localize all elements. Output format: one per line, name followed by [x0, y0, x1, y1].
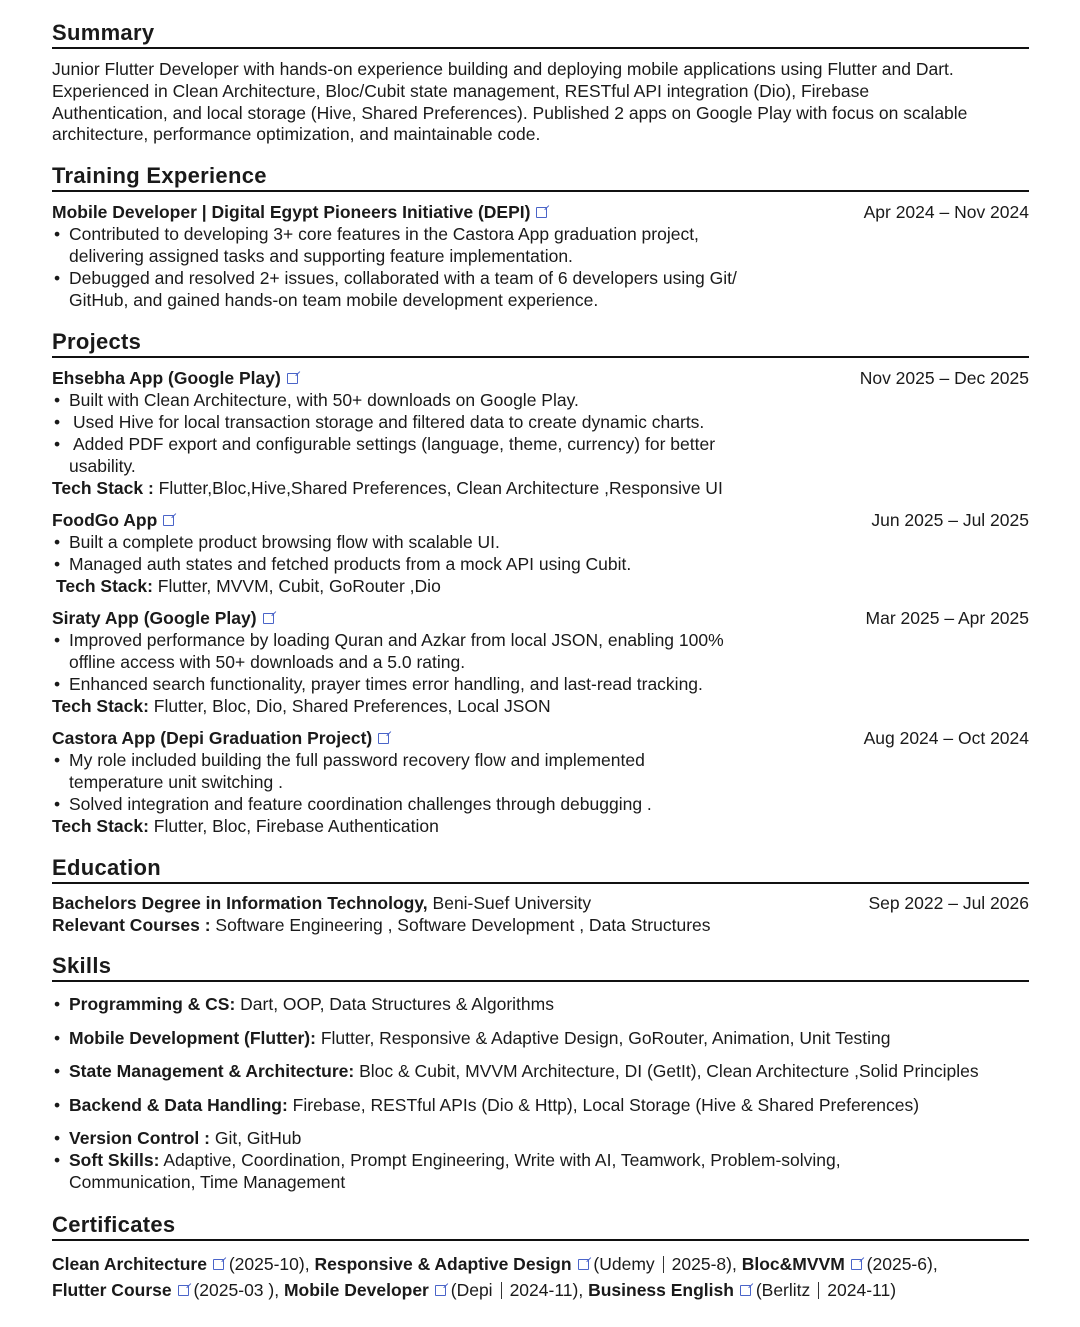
project-bullets	[52, 531, 1029, 575]
skill-item: • Version Control : Git, GitHub	[52, 1127, 1029, 1149]
list-item: • Debugged and resolved 2+ issues, collaborated with a team of 6 developers using Git/ GitHub, and gained hands-on team mobile development experience.	[52, 267, 1029, 311]
certificates-heading: Certificates	[52, 1212, 1029, 1241]
project-bullets	[52, 629, 1029, 695]
skill-item: • Soft Skills: Adaptive, Coordination, Prompt Engineering, Write with AI, Teamwork, Problem-solving, Communication, Time Management	[52, 1149, 1029, 1193]
external-link-icon[interactable]	[263, 613, 274, 624]
summary-text	[52, 59, 1029, 146]
separator	[663, 1256, 664, 1273]
training-section	[52, 163, 1029, 311]
summary-heading: Summary	[52, 20, 1029, 49]
tech-stack: Tech Stack: Flutter, Bloc, Dio, Shared Preferences, Local JSON	[52, 696, 551, 716]
list-item: • Built with Clean Architecture, with 50+ downloads on Google Play.	[52, 389, 1029, 411]
summary-line: Experienced in Clean Architecture, Bloc/Cubit state management, RESTful API integration (Dio), Firebase	[52, 80, 870, 101]
list-item: • Solved integration and feature coordination challenges through debugging .	[52, 793, 1029, 815]
tech-stack: Tech Stack : Flutter,Bloc,Hive,Shared Preferences, Clean Architecture ,Responsive UI	[52, 478, 723, 498]
list-item: • Enhanced search functionality, prayer times error handling, and last-read tracking.	[52, 673, 1029, 695]
project-foodgo	[52, 509, 1029, 597]
training-bullets	[52, 223, 1029, 311]
skill-item: • Backend & Data Handling: Firebase, RESTful APIs (Dio & Http), Local Storage (Hive & Shared Preferences)	[52, 1094, 1029, 1116]
list-item: • My role included building the full password recovery flow and implemented temperature unit switching .	[52, 749, 1029, 793]
summary-line: Junior Flutter Developer with hands-on experience building and deploying mobile applications using Flutter and Dart.	[52, 59, 954, 79]
training-heading: Training Experience	[52, 163, 1029, 192]
certificate-name: Flutter Course	[52, 1280, 172, 1300]
external-link-icon[interactable]	[178, 1285, 189, 1296]
certificate-name: Business English	[588, 1280, 734, 1300]
skill-item: • Mobile Development (Flutter): Flutter, Responsive & Adaptive Design, GoRouter, Animation, Unit Testing	[52, 1027, 1029, 1049]
certificate-meta: 2025-8),	[671, 1254, 737, 1274]
summary-section	[52, 20, 1029, 146]
external-link-icon[interactable]	[851, 1259, 862, 1270]
education-degree: Bachelors Degree in Information Technology, Beni-Suef University	[52, 893, 592, 913]
skills-heading: Skills	[52, 953, 1029, 982]
list-item: • Added PDF export and configurable settings (language, theme, currency) for better usability.	[52, 433, 1029, 477]
project-title: Castora App (Depi Graduation Project)	[52, 727, 1029, 749]
external-link-icon[interactable]	[578, 1259, 589, 1270]
external-link-icon[interactable]	[435, 1285, 446, 1296]
certificate-meta: 2024-11)	[827, 1280, 897, 1300]
certificates-section	[52, 1212, 1029, 1303]
list-item: • Used Hive for local transaction storage and filtered data to create dynamic charts.	[52, 411, 1029, 433]
list-item: • Built a complete product browsing flow with scalable UI.	[52, 531, 1029, 553]
education-entry	[52, 892, 1029, 936]
certificates-list	[52, 1251, 1029, 1303]
external-link-icon[interactable]	[287, 373, 298, 384]
skill-item: • State Management & Architecture: Bloc & Cubit, MVVM Architecture, DI (GetIt), Clean Architecture ,Solid Principles	[52, 1060, 1029, 1082]
certificate-meta: (Depi	[450, 1280, 493, 1300]
list-item: • Contributed to developing 3+ core features in the Castora App graduation project, delivering assigned tasks and supporting feature implementation.	[52, 223, 1029, 267]
projects-heading: Projects	[52, 329, 1029, 358]
project-title: Siraty App (Google Play)	[52, 607, 1029, 629]
certificate-name: Bloc&MVVM	[741, 1254, 845, 1274]
skills-section	[52, 953, 1029, 1193]
external-link-icon[interactable]	[213, 1259, 224, 1270]
external-link-icon[interactable]	[536, 207, 547, 218]
tech-stack: Tech Stack: Flutter, MVVM, Cubit, GoRouter ,Dio	[56, 576, 441, 596]
certificate-name: Mobile Developer	[283, 1280, 429, 1300]
project-bullets	[52, 749, 1029, 815]
project-siraty	[52, 607, 1029, 717]
certificate-meta: (2025-03 ),	[193, 1280, 280, 1300]
certificate-meta: (2025-6),	[866, 1254, 938, 1274]
certificate-meta: 2024-11),	[509, 1280, 584, 1300]
project-title: FoodGo App	[52, 509, 1029, 531]
certificate-name: Clean Architecture	[52, 1254, 207, 1274]
project-date: Mar 2025 – Apr 2025	[865, 608, 1029, 628]
summary-line: Authentication, and local storage (Hive, Shared Preferences). Published 2 apps on Google Play with focus on scalable	[52, 102, 968, 123]
separator	[818, 1282, 819, 1299]
certificates-line	[52, 1251, 1029, 1277]
project-title: Ehsebha App (Google Play)	[52, 367, 1029, 389]
education-courses: Relevant Courses : Software Engineering , Software Development , Data Structures	[52, 915, 711, 935]
certificates-line	[52, 1277, 1029, 1303]
project-bullets	[52, 389, 1029, 477]
tech-stack: Tech Stack: Flutter, Bloc, Firebase Authentication	[52, 816, 439, 836]
project-castora	[52, 727, 1029, 837]
list-item: • Improved performance by loading Quran and Azkar from local JSON, enabling 100% offline access with 50+ downloads and a 5.0 rating.	[52, 629, 1029, 673]
projects-section	[52, 329, 1029, 837]
certificate-meta: (Berlitz	[755, 1280, 811, 1300]
education-date: Sep 2022 – Jul 2026	[868, 893, 1029, 913]
training-entry	[52, 201, 1029, 311]
skill-item: • Programming & CS: Dart, OOP, Data Structures & Algorithms	[52, 993, 1029, 1015]
certificate-name: Responsive & Adaptive Design	[314, 1254, 572, 1274]
skills-list	[52, 993, 1029, 1193]
certificate-meta: (2025-10),	[228, 1254, 310, 1274]
education-section	[52, 855, 1029, 936]
external-link-icon[interactable]	[163, 515, 174, 526]
project-ehsebha	[52, 367, 1029, 499]
certificate-meta: (Udemy	[593, 1254, 655, 1274]
project-date: Aug 2024 – Oct 2024	[863, 728, 1029, 748]
training-role-text: Mobile Developer | Digital Egypt Pioneers Initiative (DEPI)	[52, 202, 531, 222]
separator	[501, 1282, 502, 1299]
external-link-icon[interactable]	[378, 733, 389, 744]
project-date: Jun 2025 – Jul 2025	[871, 510, 1029, 530]
training-date: Apr 2024 – Nov 2024	[863, 202, 1029, 222]
list-item: • Managed auth states and fetched products from a mock API using Cubit.	[52, 553, 1029, 575]
summary-line: architecture, performance optimization, and maintainable code.	[52, 124, 541, 145]
project-date: Nov 2025 – Dec 2025	[859, 368, 1029, 388]
external-link-icon[interactable]	[740, 1285, 751, 1296]
education-heading: Education	[52, 855, 1029, 884]
